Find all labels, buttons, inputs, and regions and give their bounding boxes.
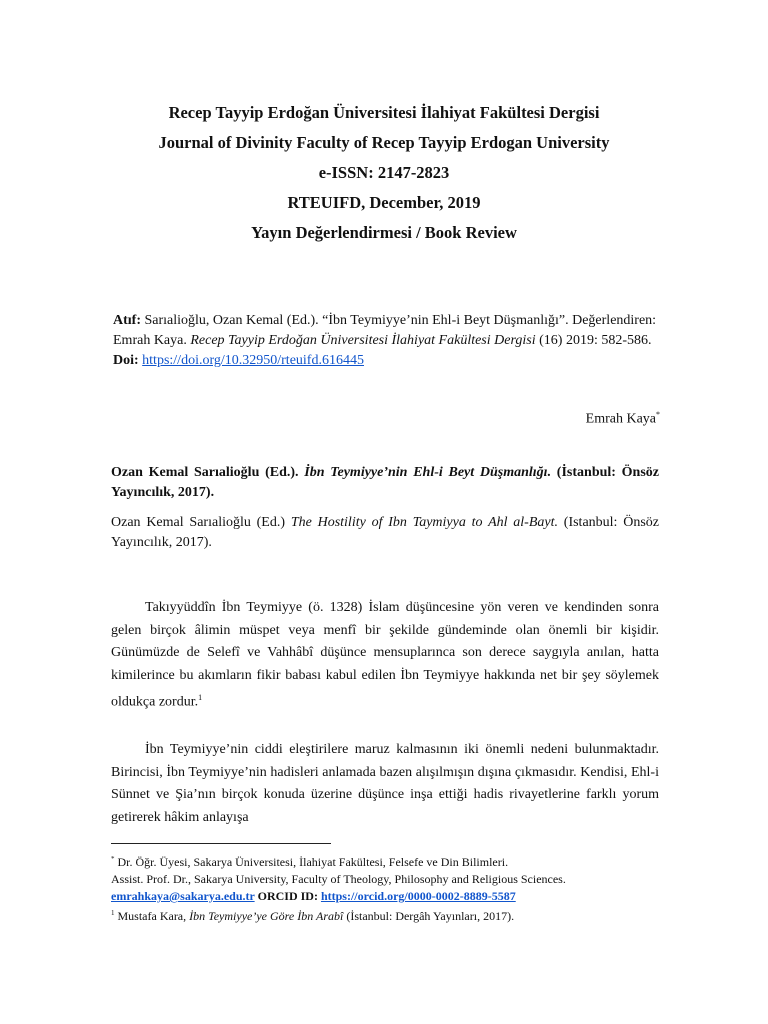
footnote-author-line2: Assist. Prof. Dr., Sakarya University, Faculty of Theology, Philosophy and Religious Sciences.	[111, 872, 566, 886]
citation-block	[113, 311, 658, 371]
body-paragraph-1	[111, 597, 659, 715]
orcid-link[interactable]: https://orcid.org/0000-0002-8889-5587	[320, 889, 516, 903]
body-paragraph-2	[111, 739, 659, 829]
journal-title-tr: Recep Tayyip Erdoğan Üniversitesi İlahiyat Fakültesi Dergisi	[168, 103, 600, 122]
paragraph-2-text: İbn Teymiyye’nin ciddi eleştirilere maruz kalmasının iki önemli nedeni bulunmaktadır. Birincisi, İbn Teymiyye’nin hadisleri anlamada bazen alışılmışın dışına çıkmasıdır. Kendisi, Ehl-i Sünnet ve Şia’nın birçok konuda üzerine düşünce inşa ettiği hadis rivayetlerine farklı yorum getirerek hâkim anlayışa	[111, 742, 659, 825]
doi-label: Doi:	[113, 353, 139, 368]
book-en-title: The Hostility of Ibn Taymiyya to Ahl al-Bayt.	[290, 515, 558, 530]
footnote-1: $^1$ Mustafa Kara, İbn Teymiyye’ye Göre İbn Arabî (İstanbul: Dergâh Yayınları, 2017).	[111, 909, 515, 923]
footnote-1-mark: 1	[111, 909, 115, 917]
section-type: Yayın Değerlendirmesi / Book Review	[251, 223, 517, 242]
citation-text: Sarıalioğlu, Ozan Kemal (Ed.). “İbn Teymiyye’nin Ehl-i Beyt Düşmanlığı”. Değerlendiren: Emrah Kaya.	[113, 313, 657, 348]
book-reference-en	[111, 513, 659, 553]
issn: e-ISSN: 2147-2823	[318, 163, 450, 182]
citation-label: Atıf:	[113, 313, 141, 328]
author-footnote-mark[interactable]: *	[656, 410, 660, 419]
book-en-author: Ozan Kemal Sarıalioğlu (Ed.)	[111, 515, 291, 530]
footnote-divider	[111, 843, 331, 844]
book-tr-title: İbn Teymiyye’nin Ehl-i Beyt Düşmanlığı.	[304, 465, 552, 480]
issue-date: RTEUIFD, December, 2019	[287, 193, 481, 212]
footnote-ref-1[interactable]: 1	[198, 693, 203, 703]
doi-link[interactable]: https://doi.org/10.32950/rteuifd.616445	[142, 353, 364, 368]
orcid-label: ORCID ID:	[254, 889, 321, 903]
journal-header	[0, 98, 768, 248]
book-tr-author: Ozan Kemal Sarıalioğlu (Ed.).	[111, 465, 305, 480]
book-reference-tr	[111, 463, 659, 503]
author-email-link[interactable]: emrahkaya@sakarya.edu.tr	[111, 889, 255, 903]
book-tr-publisher: (İstanbul: Önsöz Yayıncılık, 2017).	[111, 465, 660, 500]
footnote-author-line1: * Dr. Öğr. Üyesi, Sakarya Üniversitesi, İlahiyat Fakültesi, Felsefe ve Din Bilimleri.	[111, 855, 509, 869]
journal-title-en: Journal of Divinity Faculty of Recep Tayyip Erdogan University	[158, 133, 610, 152]
footnote-star-mark: *	[111, 855, 115, 863]
review-author	[586, 410, 660, 428]
book-en-publisher: (Istanbul: Önsöz Yayıncılık, 2017).	[111, 515, 659, 550]
author-name: Emrah Kaya	[585, 411, 656, 427]
paragraph-1-text: Takıyyüddîn İbn Teymiyye (ö. 1328) İslam düşüncesine yön veren ve kendinden sonra gelen birçok âlimin müspet veya menfî bir şekilde gündeminde olan önemli bir kişidir. Günümüzde de Selefî ve Vahhâbî düşünce mensuplarınca son derece saygıyla anılan, hatta kimilerince bu akımların fikir babası kabul edilen İbn Teymiyye hakkında net bir şey söylemek oldukça zordur.	[111, 600, 659, 711]
footnote-contact-line	[111, 888, 671, 905]
citation-journal: Recep Tayyip Erdoğan Üniversitesi İlahiyat Fakültesi Dergisi	[190, 333, 536, 348]
footnotes	[111, 851, 671, 925]
footnote-1-title: İbn Teymiyye’ye Göre İbn Arabî	[189, 909, 344, 923]
citation-volume: (16) 2019: 582-586.	[535, 333, 652, 348]
